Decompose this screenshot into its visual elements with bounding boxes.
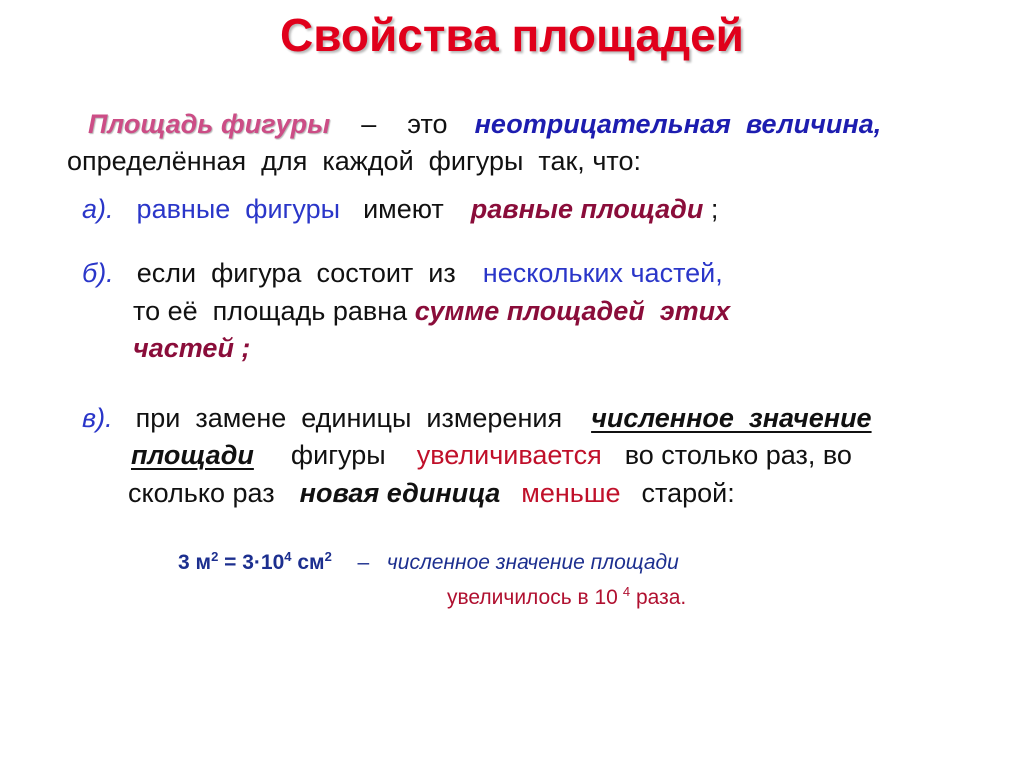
definition-dash: – [361,109,377,139]
item-b-text2: нескольких частей, [482,258,723,288]
formula-line-1 [178,549,679,575]
slide-title: Свойства площадей [280,9,744,61]
formula-note-2: увеличилось в 10 [447,586,618,609]
formula-note-1: численное значение площади [386,551,679,574]
definition-line-1 [88,109,881,140]
definition-term: Площадь фигуры [88,109,331,139]
formula-equation: 3 $м^2 = 3\cdot 10^4$ $см^2$ [178,549,332,574]
item-c-line-3 [128,478,735,509]
item-a-marker: а). [82,194,114,224]
item-b-line-2 [133,296,730,327]
item-c-red-2: меньше [521,478,621,508]
definition-is: это [407,109,448,139]
formula-note-2-exponent: 4 [622,584,631,599]
item-c-text2: фигуры [290,440,386,470]
item-c-line-2 [131,440,852,471]
item-a-emphasis: равные площади [470,194,704,224]
item-c-line-1 [82,403,872,434]
item-b-marker: б). [82,258,114,288]
item-c-emphasis-2: площади [131,440,254,470]
item-b-text1: если фигура состоит из [136,258,456,288]
formula-line-2 [447,584,686,610]
definition-highlight: неотрицательная величина, [474,109,882,139]
item-c-text1: при замене единицы измерения [135,403,563,433]
item-a-text2: имеют [363,194,444,224]
definition-line-2: определённая для каждой фигуры так, что: [67,146,641,176]
item-c-red-1: увеличивается [416,440,602,470]
item-c-emphasis-1: численное значение [591,403,872,433]
item-b-line2-text: то её площадь равна [133,296,408,326]
item-c-text5: старой: [641,478,735,508]
formula-note-2-end: раза. [630,586,687,609]
item-c-emphasis-3: новая единица [299,478,501,508]
item-b-line-3 [133,333,250,364]
item-a [82,194,718,225]
item-b-line-1 [82,258,723,289]
item-c-marker: в). [82,403,113,433]
item-a-text1: равные фигуры [136,194,341,224]
item-c-text3: во столько раз, во [624,440,852,470]
formula-dash: – [357,551,370,574]
item-b-emphasis-2: частей ; [133,333,251,363]
item-c-text4: сколько раз [128,478,275,508]
item-a-end: ; [710,194,719,224]
item-b-emphasis-1: сумме площадей этих [414,296,731,326]
